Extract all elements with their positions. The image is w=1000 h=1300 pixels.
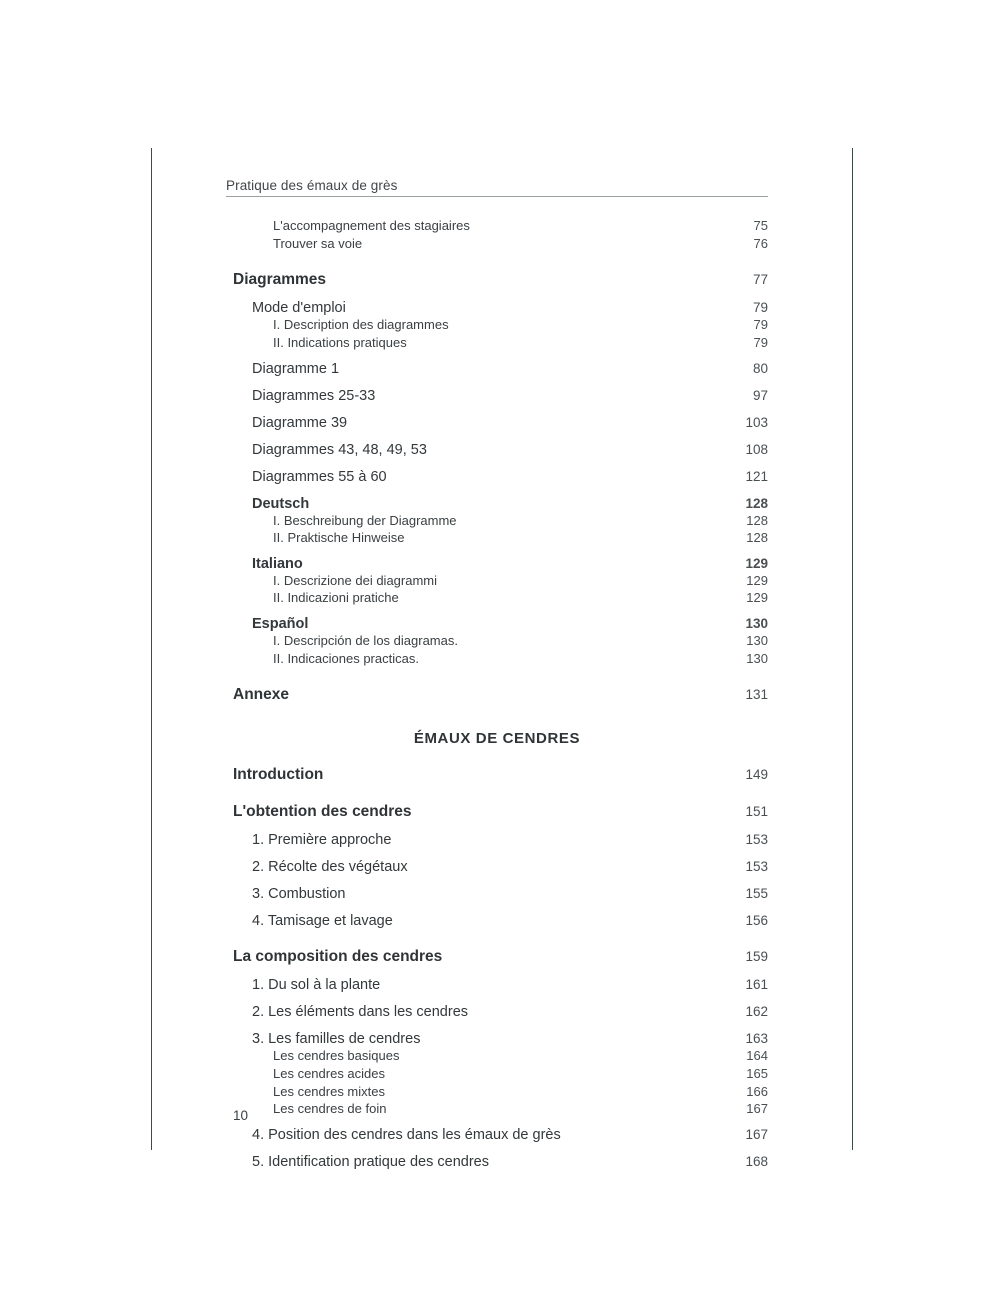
toc-entry-page-number: 155: [745, 886, 768, 902]
toc-entry-level-3[interactable]: [226, 1066, 768, 1083]
page-edge-left: [151, 148, 152, 1150]
toc-entry-page-number: 128: [746, 512, 768, 528]
toc-entry-level-1[interactable]: [226, 803, 768, 821]
toc-entry-label: 1. Première approche: [252, 832, 392, 849]
toc-entry-label: 3. Les familles de cendres: [252, 1031, 421, 1048]
toc-entry-level-2[interactable]: [226, 1154, 768, 1170]
toc-entry-page-number: 163: [745, 1031, 768, 1047]
toc-entry-level-3[interactable]: [226, 633, 768, 650]
toc-entry-label: II. Indications pratiques: [273, 334, 407, 350]
toc-entry-level-3[interactable]: [226, 573, 768, 590]
toc-entry-label: 4. Position des cendres dans les émaux de grès: [252, 1126, 561, 1143]
toc-entry-page-number: 165: [746, 1065, 768, 1081]
toc-entry-label: Diagramme 39: [252, 414, 348, 431]
toc-entry-page-number: 129: [746, 590, 768, 606]
toc-entry-level-1[interactable]: [226, 686, 768, 704]
toc-entry-level-2[interactable]: [226, 442, 768, 458]
toc-entry-label: II. Indicaciones practicas.: [273, 650, 419, 666]
toc-entry-label: L'obtention des cendres: [233, 803, 412, 821]
toc-entry-level-2[interactable]: [226, 496, 768, 512]
toc-entry-label: I. Description des diagrammes: [273, 317, 449, 333]
toc-entry-label: 3. Combustion: [252, 886, 346, 903]
toc-entry-level-1[interactable]: [226, 766, 768, 784]
toc-entry-level-3[interactable]: [226, 513, 768, 530]
page-folio: 10: [233, 1108, 249, 1123]
toc-entry-page-number: 130: [745, 616, 768, 631]
toc-entry-page-number: 161: [745, 977, 768, 993]
toc-entry-page-number: 130: [746, 650, 768, 666]
toc-entry-label: Deutsch: [252, 495, 310, 512]
toc-entry-page-number: 159: [745, 949, 768, 965]
toc-entry-level-2[interactable]: [226, 556, 768, 572]
toc-entry-label: 5. Identification pratique des cendres: [252, 1153, 489, 1170]
toc-entry-level-1[interactable]: [226, 948, 768, 966]
toc-entry-label: II. Indicazioni pratiche: [273, 590, 399, 606]
toc-entry-page-number: 162: [745, 1004, 768, 1020]
part-title: ÉMAUX DE CENDRES: [413, 730, 581, 748]
toc-entry-level-2[interactable]: [226, 886, 768, 902]
toc-entry-page-number: 128: [745, 495, 768, 511]
toc-entry-page-number: 167: [745, 1126, 768, 1142]
toc-entry-page-number: 153: [745, 832, 768, 848]
toc-entry-page-number: 130: [746, 633, 768, 648]
toc-entry-page-number: 151: [745, 804, 768, 820]
toc-entry-label: Español: [252, 616, 309, 632]
toc-entry-label: Diagrammes 55 à 60: [252, 468, 387, 485]
toc-entry-level-2[interactable]: [226, 977, 768, 993]
toc-entry-page-number: 76: [753, 235, 768, 251]
toc-entry-page-number: 75: [753, 218, 768, 233]
toc-entry-level-2[interactable]: [226, 361, 768, 377]
running-head-rule: [226, 196, 768, 197]
toc-entry-label: Diagrammes 25-33: [252, 387, 376, 404]
toc-entry-label: Diagrammes 43, 48, 49, 53: [252, 441, 427, 458]
table-of-contents: [226, 218, 768, 1170]
toc-entry-label: II. Praktische Hinweise: [273, 530, 405, 546]
toc-entry-page-number: 128: [746, 530, 768, 546]
toc-entry-page-number: 156: [745, 913, 768, 929]
toc-entry-page-number: 103: [745, 414, 768, 430]
toc-entry-page-number: 121: [745, 468, 768, 484]
toc-entry-level-1[interactable]: [226, 271, 768, 289]
page-edge-right: [852, 148, 853, 1150]
toc-entry-page-number: 79: [753, 317, 768, 333]
toc-entry-label: La composition des cendres: [233, 948, 443, 966]
toc-entry-level-2[interactable]: [226, 1004, 768, 1020]
toc-entry-level-3[interactable]: [226, 1101, 768, 1118]
toc-entry-page-number: 149: [745, 767, 768, 783]
toc-entry-level-2[interactable]: [226, 300, 768, 316]
toc-entry-label: 2. Les éléments dans les cendres: [252, 1004, 469, 1021]
toc-entry-level-3[interactable]: [226, 1084, 768, 1101]
toc-entry-label: Les cendres basiques: [273, 1048, 400, 1064]
toc-entry-label: Italiano: [252, 555, 303, 572]
toc-entry-page-number: 79: [752, 300, 768, 316]
toc-entry-level-3[interactable]: [226, 335, 768, 352]
toc-entry-level-2[interactable]: [226, 832, 768, 848]
toc-entry-level-3[interactable]: [226, 651, 768, 668]
toc-entry-page-number: 77: [752, 272, 768, 288]
toc-entry-page-number: 129: [746, 572, 768, 588]
toc-entry-level-2[interactable]: [226, 616, 768, 632]
running-head: [226, 178, 768, 197]
toc-entry-label: Trouver sa voie: [273, 235, 363, 251]
toc-entry-label: I. Descripción de los diagramas.: [273, 633, 458, 648]
toc-entry-label: 4. Tamisage et lavage: [252, 913, 393, 930]
toc-entry-level-3[interactable]: [226, 317, 768, 334]
toc-entry-level-2[interactable]: [226, 1031, 768, 1047]
toc-entry-label: 2. Récolte des végétaux: [252, 859, 408, 876]
toc-entry-label: Introduction: [233, 766, 324, 784]
toc-entry-page-number: 80: [752, 360, 768, 376]
toc-entry-level-2[interactable]: [226, 913, 768, 929]
toc-entry-page-number: 108: [745, 441, 768, 457]
toc-entry-label: I. Descrizione dei diagrammi: [273, 572, 438, 588]
toc-entry-level-3[interactable]: [226, 218, 768, 235]
toc-entry-page-number: 97: [752, 387, 768, 403]
toc-entry-level-3[interactable]: [226, 590, 768, 607]
toc-entry-label: Les cendres mixtes: [273, 1083, 385, 1099]
toc-entry-label: L'accompagnement des stagiaires: [273, 218, 470, 233]
toc-entry-page-number: 166: [746, 1083, 768, 1099]
toc-entry-label: Diagramme 1: [252, 360, 340, 377]
toc-entry-label: Les cendres acides: [273, 1065, 386, 1081]
toc-entry-label: Annexe: [233, 686, 289, 704]
toc-entry-page-number: 79: [753, 334, 768, 350]
toc-entry-level-2[interactable]: [226, 415, 768, 431]
toc-entry-level-2[interactable]: [226, 859, 768, 875]
toc-entry-label: Mode d'emploi: [252, 300, 346, 317]
toc-entry-page-number: 167: [746, 1101, 768, 1117]
toc-entry-page-number: 168: [745, 1153, 768, 1169]
toc-entry-label: Les cendres de foin: [273, 1101, 387, 1117]
toc-entry-label: I. Beschreibung der Diagramme: [273, 512, 457, 528]
toc-entry-level-3[interactable]: [226, 530, 768, 547]
toc-entry-level-2[interactable]: [226, 1127, 768, 1143]
running-head-text: Pratique des émaux de grès: [226, 178, 398, 193]
toc-entry-page-number: 164: [746, 1048, 768, 1064]
toc-entry-level-3[interactable]: [226, 236, 768, 253]
toc-entry-level-3[interactable]: [226, 1048, 768, 1065]
toc-entry-page-number: 129: [745, 555, 768, 571]
toc-entry-level-2[interactable]: [226, 388, 768, 404]
toc-entry-label: Diagrammes: [233, 271, 327, 289]
toc-entry-label: 1. Du sol à la plante: [252, 977, 381, 994]
toc-entry-page-number: 153: [745, 859, 768, 875]
toc-entry-page-number: 131: [745, 687, 768, 703]
toc-entry-level-2[interactable]: [226, 469, 768, 485]
